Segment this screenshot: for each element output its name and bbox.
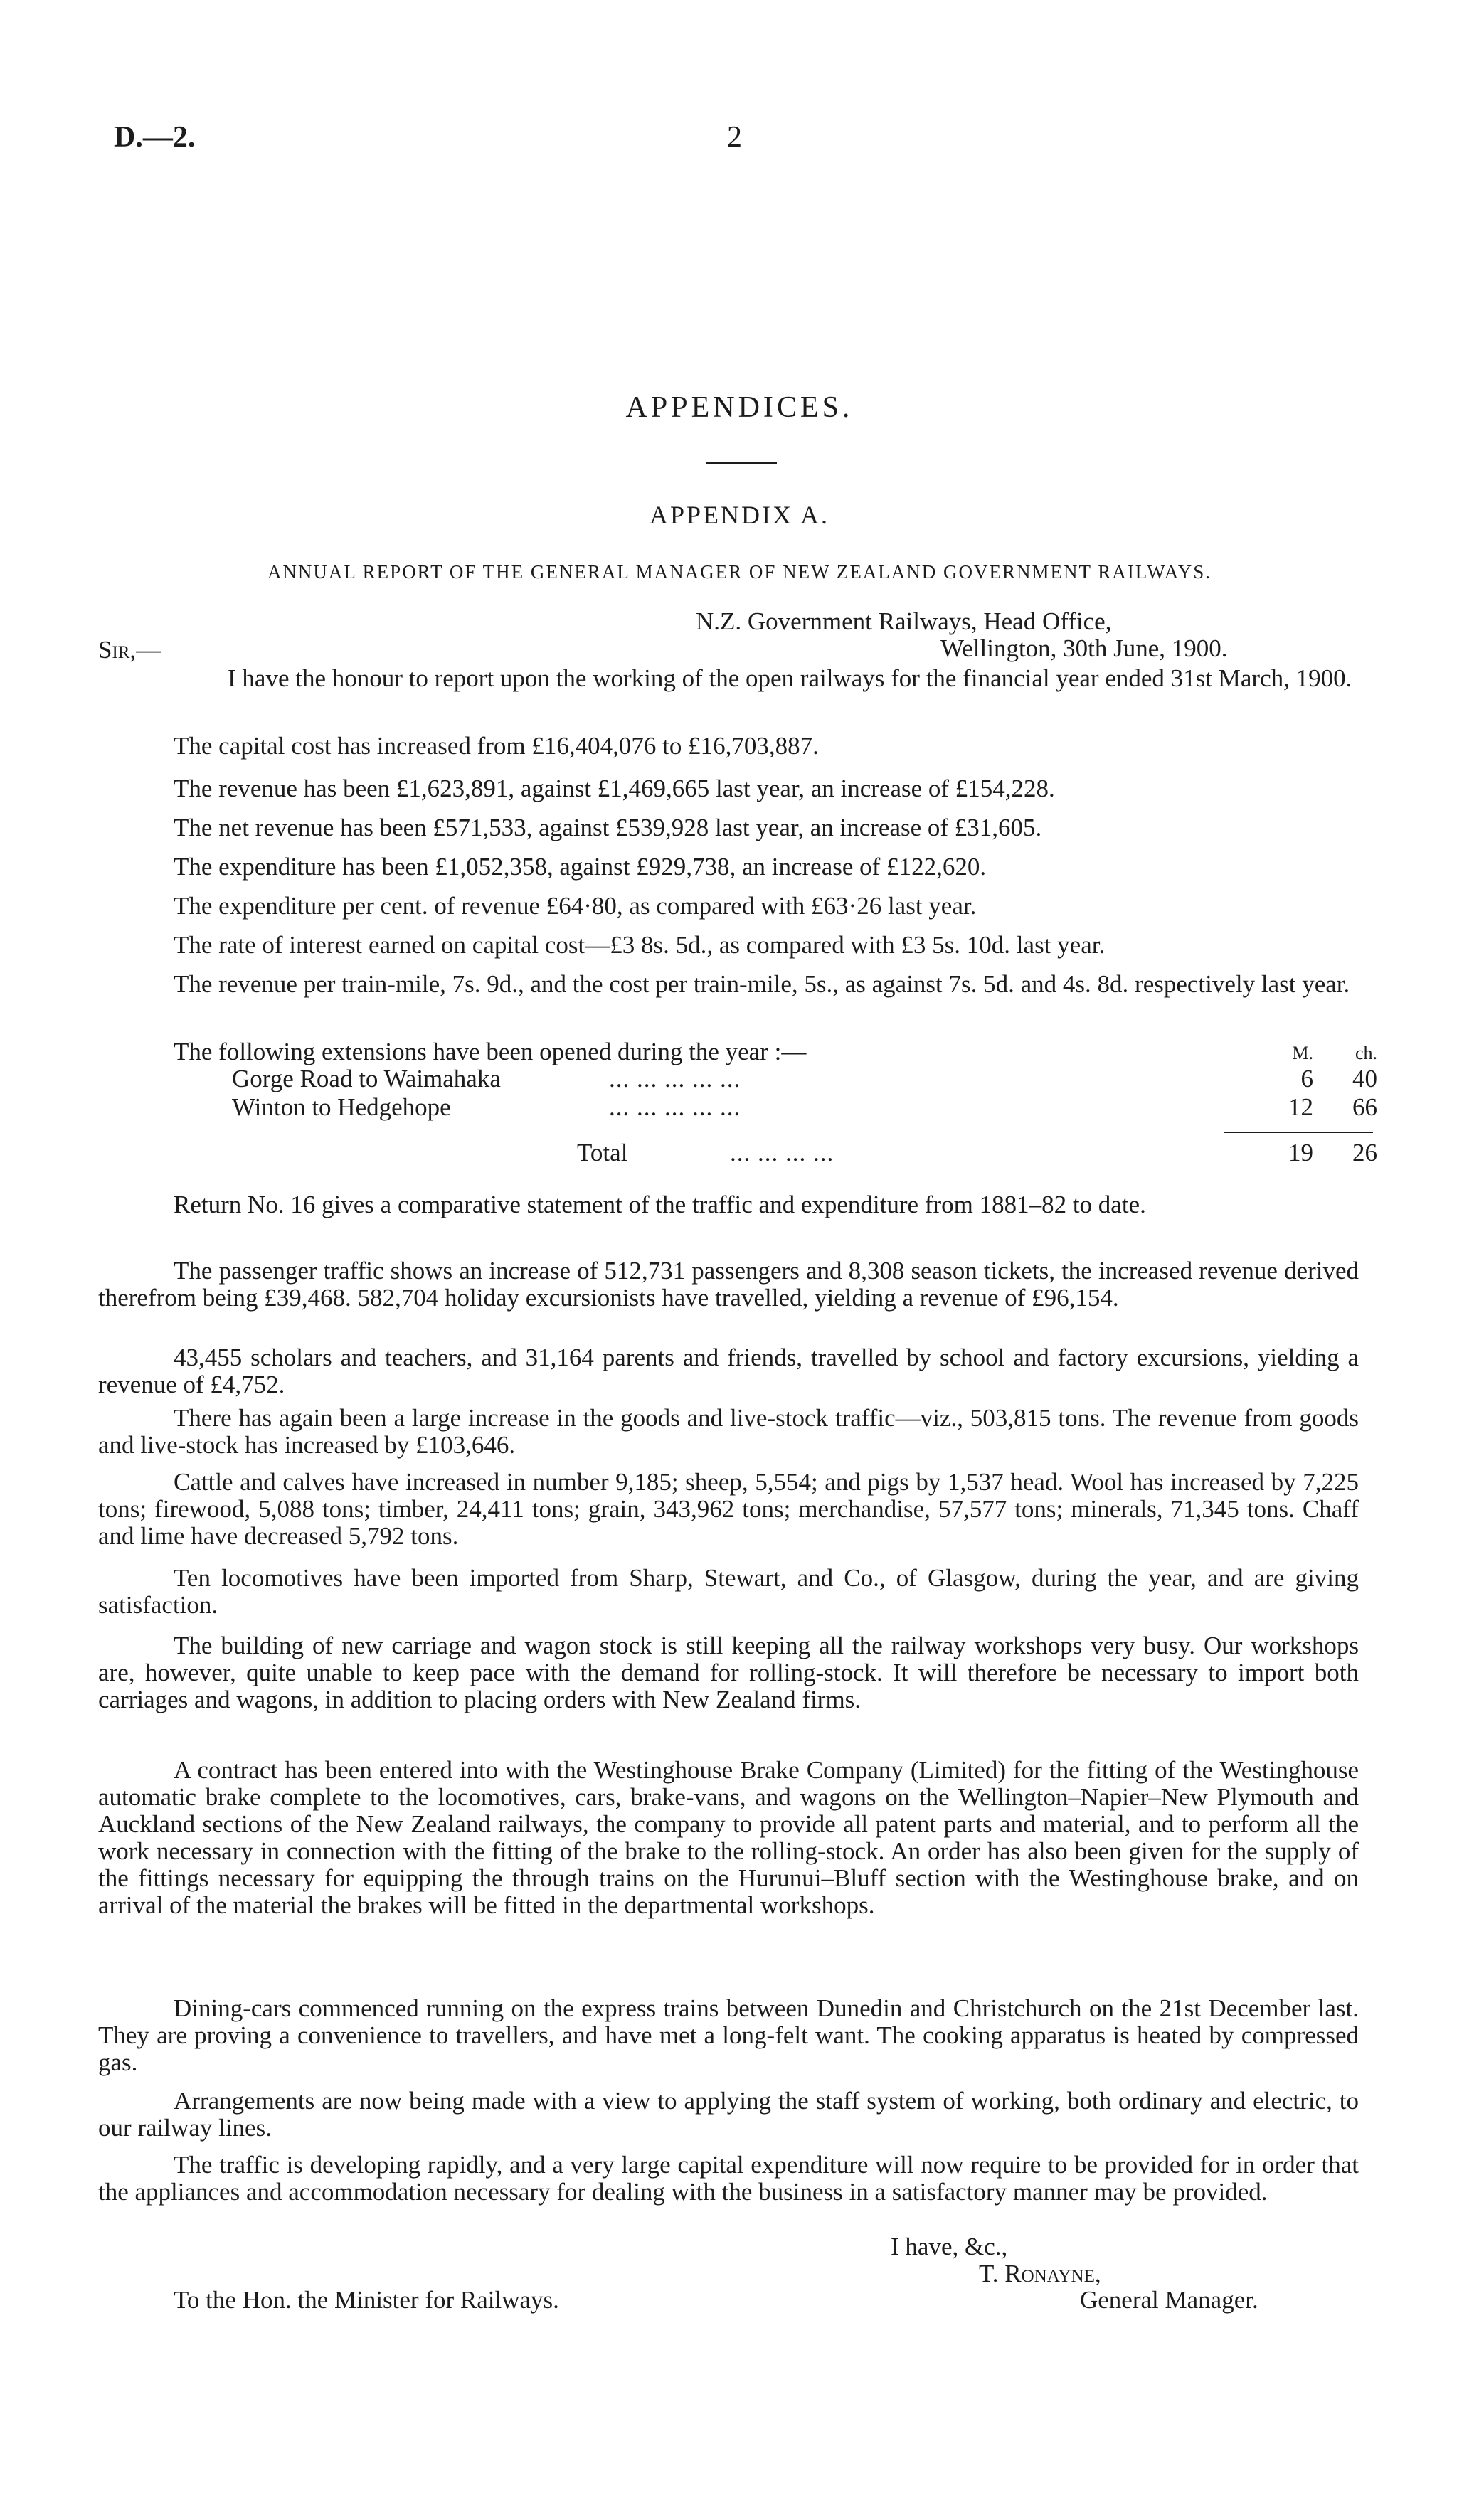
report-heading: ANNUAL REPORT OF THE GENERAL MANAGER OF NEW ZEALAND GOVERNMENT RAILWAYS. bbox=[267, 561, 1212, 583]
valediction: I have, &c., bbox=[891, 2233, 1008, 2260]
paragraph-revenue: The revenue has been £1,623,891, against £1,469,665 last year, an increase of £154,228. bbox=[174, 775, 1055, 802]
total-label: Total bbox=[577, 1139, 628, 1166]
salutation: Sir,— bbox=[98, 636, 161, 664]
column-miles: M. bbox=[1292, 1043, 1313, 1063]
address-line-1: N.Z. Government Railways, Head Office, bbox=[696, 607, 1112, 635]
extension-chains: 66 bbox=[1352, 1093, 1377, 1121]
paragraph-traffic: The traffic is developing rapidly, and a very large capital expenditure will now require to be provided for in order that the appliances and accommodation necessary for dealing with the business in a satisfactory manner may be provided. bbox=[98, 2151, 1359, 2206]
title-divider bbox=[706, 462, 777, 464]
leader-dots: ... ... ... ... ... bbox=[609, 1093, 741, 1121]
paragraph-carriages: The building of new carriage and wagon stock is still keeping all the railway workshops very busy. Our workshops are, however, quite unable to keep pace with the demand for rolling-stock. It will therefore be necessary to import both carriages and wagons, in addition to placing orders with New Zealand firms. bbox=[98, 1632, 1359, 1713]
paragraph-cattle: Cattle and calves have increased in number 9,185; sheep, 5,554; and pigs by 1,537 head. Wool has increased by 7,225 tons; firewood, 5,088 tons; timber, 24,411 tons; grain, 343,962 tons; merchandise, 57,577 tons; minerals, 71,345 tons. Chaff and lime have decreased 5,792 tons. bbox=[98, 1468, 1359, 1550]
paragraph-dining: Dining-cars commenced running on the express trains between Dunedin and Christchurch on the 21st December last. They are proving a convenience to travellers, and have met a long-felt want. The cooking apparatus is heated by compressed gas. bbox=[98, 1994, 1359, 2076]
paragraph-locomotives: Ten locomotives have been imported from Sharp, Stewart, and Co., of Glasgow, during the year, and are giving satisfaction. bbox=[98, 1564, 1359, 1619]
paragraph-exp-percent: The expenditure per cent. of revenue £64·80, as compared with £63·26 last year. bbox=[174, 892, 977, 920]
paragraph-westinghouse: A contract has been entered into with the Westinghouse Brake Company (Limited) for the fitting of the Westinghouse automatic brake complete to the locomotives, cars, brake-vans, and wagons on the Wellington–Napier–New Plymouth and Auckland sections of the New Zealand railways, the company to provide all patent parts and material, and to perform all the work necessary in connection with the fitting of the brake to the rolling-stock. An order has also been given for the supply of the fittings necessary for equipping the through trains on the Hurunui–Bluff section with the Westinghouse brake, and on arrival of the material the brakes will be fitted in the departmental workshops. bbox=[98, 1756, 1359, 1919]
extension-name: Winton to Hedgehope bbox=[232, 1093, 451, 1121]
extensions-intro: The following extensions have been opened during the year :— bbox=[174, 1038, 807, 1065]
paragraph-train-mile: The revenue per train-mile, 7s. 9d., and the cost per train-mile, 5s., as against 7s. 5d. and 4s. 8d. respectively last year. bbox=[174, 970, 1350, 998]
document-reference: D.—2. bbox=[114, 121, 196, 154]
signatory-title: General Manager. bbox=[1080, 2286, 1258, 2314]
column-chains: ch. bbox=[1355, 1043, 1377, 1063]
total-chains: 26 bbox=[1352, 1139, 1377, 1166]
paragraph-staff: Arrangements are now being made with a view to applying the staff system of working, both ordinary and electric, to our railway lines. bbox=[98, 2087, 1359, 2142]
paragraph-capital: The capital cost has increased from £16,404,076 to £16,703,887. bbox=[174, 732, 819, 760]
extension-chains: 40 bbox=[1352, 1065, 1377, 1092]
paragraph-expenditure: The expenditure has been £1,052,358, against £929,738, an increase of £122,620. bbox=[174, 853, 987, 881]
paragraph-scholars: 43,455 scholars and teachers, and 31,164 parents and friends, travelled by school and factory excursions, yielding a revenue of £4,752. bbox=[98, 1344, 1359, 1398]
address-line-2: Wellington, 30th June, 1900. bbox=[940, 634, 1228, 662]
addressee: To the Hon. the Minister for Railways. bbox=[174, 2286, 559, 2314]
total-miles: 19 bbox=[1288, 1139, 1313, 1166]
paragraph-intro: I have the honour to report upon the working of the open railways for the financial year ended 31st March, 1900. bbox=[228, 664, 1352, 692]
extension-name: Gorge Road to Waimahaka bbox=[232, 1065, 501, 1092]
extension-miles: 6 bbox=[1300, 1065, 1313, 1092]
paragraph-goods: There has again been a large increase in the goods and live-stock traffic—viz., 503,815 tons. The revenue from goods and live-stock has increased by £103,646. bbox=[98, 1404, 1359, 1459]
page-number: 2 bbox=[727, 121, 742, 154]
total-rule bbox=[1224, 1132, 1373, 1133]
leader-dots: ... ... ... ... ... bbox=[609, 1065, 741, 1092]
page-title: APPENDICES. bbox=[625, 391, 854, 424]
paragraph-interest: The rate of interest earned on capital cost—£3 8s. 5d., as compared with £3 5s. 10d. last year. bbox=[174, 931, 1106, 959]
appendix-heading: APPENDIX A. bbox=[649, 501, 830, 529]
paragraph-net-revenue: The net revenue has been £571,533, against £539,928 last year, an increase of £31,605. bbox=[174, 814, 1042, 841]
leader-dots: ... ... ... ... bbox=[730, 1139, 834, 1166]
extension-miles: 12 bbox=[1288, 1093, 1313, 1121]
paragraph-return16: Return No. 16 gives a comparative statement of the traffic and expenditure from 1881–82 to date. bbox=[174, 1191, 1146, 1218]
paragraph-passenger: The passenger traffic shows an increase of 512,731 passengers and 8,308 season tickets, the increased revenue derived therefrom being £39,468. 582,704 holiday excursionists have travelled, yielding a revenue of £96,154. bbox=[98, 1257, 1359, 1312]
signatory: T. Ronayne, bbox=[979, 2260, 1101, 2287]
